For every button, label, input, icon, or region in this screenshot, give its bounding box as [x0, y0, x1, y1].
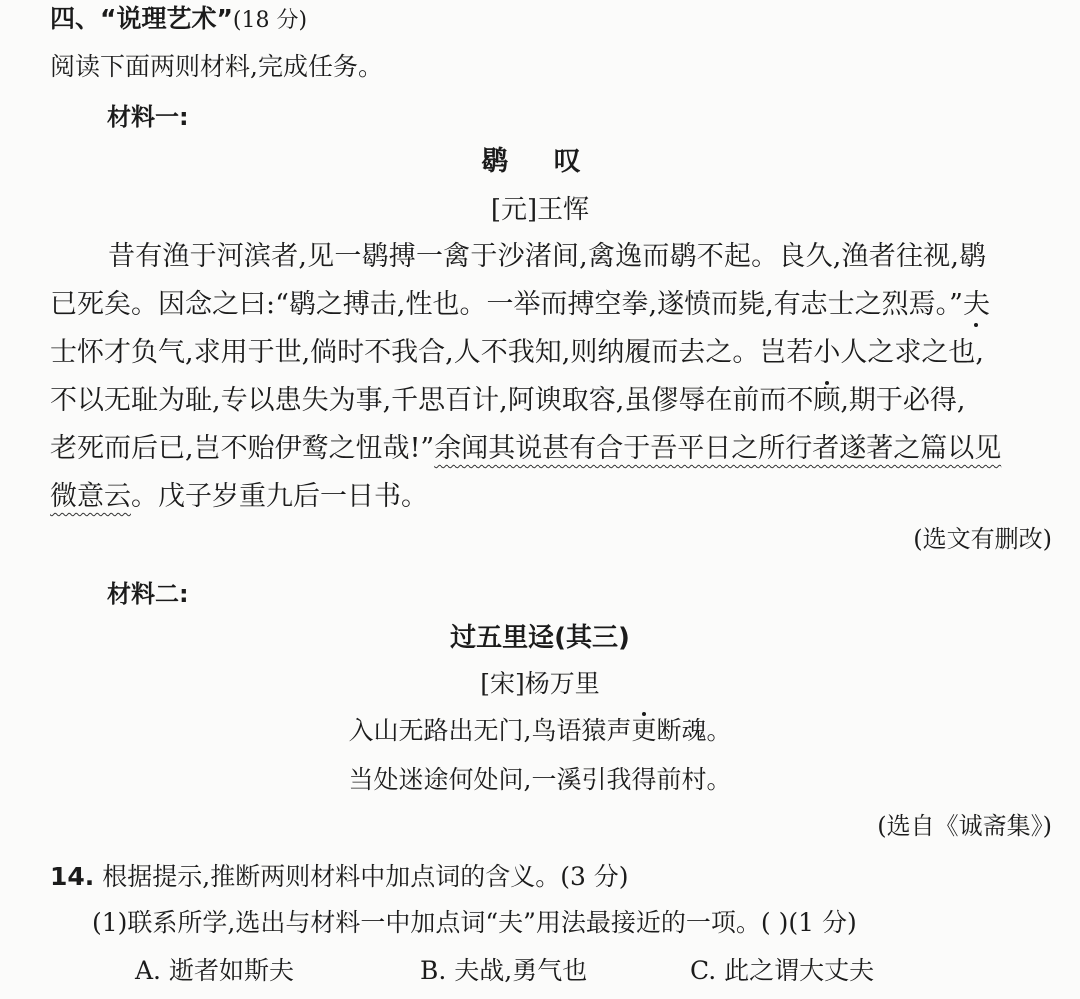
section-heading-score: (18 分)	[232, 8, 308, 33]
material1-line2-text: 已死矣。因念之曰:“鹖之搏击,性也。一举而搏空拳,遂愤而毙,有志士之烈焉。”	[50, 289, 963, 320]
poem-line-1	[0, 714, 1080, 748]
dotted-word-geng: 更	[631, 716, 657, 745]
material1-source: (选文有删改)	[913, 525, 1052, 553]
material2-title: 过五里迳(其三)	[450, 623, 630, 653]
material1-paragraph-line-6	[50, 480, 428, 514]
section-heading	[50, 2, 307, 38]
poem-line-1-b: 断魂。	[656, 716, 732, 745]
instruction-text: 阅读下面两则材料,完成任务。	[50, 52, 383, 81]
material1-line4-text: 不以无耻为耻,专以患失为事,千思百计,阿谀取容,虽僇辱在前而不	[50, 385, 814, 416]
material1-line5-text: 老死而后已,岂不贻伊鹜之忸哉!”	[50, 433, 435, 464]
material1-line4-tail: ,期于必得,	[840, 385, 966, 416]
question-stem: 根据提示,推断两则材料中加点词的含义。(3 分)	[102, 862, 629, 891]
section-heading-title: “说理艺术”	[100, 4, 233, 33]
section-heading-prefix: 四、	[50, 4, 101, 33]
dotted-word-fu: 夫	[962, 289, 990, 320]
material1-paragraph-line-1: 昔有渔于河滨者,见一鹖搏一禽于沙渚间,禽逸而鹖不起。良久,渔者往视,鹖	[108, 241, 987, 272]
question-14	[50, 860, 629, 894]
material2-author: [宋]杨万里	[480, 669, 600, 698]
wavy-underlined-sentence-b: 微意云	[50, 481, 131, 512]
question-number: 14.	[50, 862, 95, 891]
option-a[interactable]: A. 逝者如斯夫	[135, 956, 294, 985]
material1-paragraph-line-2	[50, 288, 990, 322]
option-b[interactable]: B. 夫战,勇气也	[420, 956, 588, 985]
material2-label: 材料二:	[107, 580, 189, 608]
material1-paragraph-line-4	[50, 384, 966, 418]
material1-line6-rest: 。戊子岁重九后一日书。	[131, 481, 428, 512]
question-14-sub-1: (1)联系所学,选出与材料一中加点词“夫”用法最接近的一项。( )(1 分)	[92, 908, 857, 937]
material1-paragraph-line-3: 士怀才负气,求用于世,倘时不我合,人不我知,则纳履而去之。岂若小人之求之也,	[50, 337, 984, 368]
material2-source: (选自《诚斋集》)	[877, 812, 1052, 840]
material1-label: 材料一:	[107, 103, 189, 131]
poem-line-2: 当处迷途何处问,一溪引我得前村。	[348, 765, 732, 794]
option-c[interactable]: C. 此之谓大丈夫	[690, 956, 875, 985]
material1-title: 鹖 叹	[481, 146, 599, 177]
material1-author: [元]王恽	[490, 195, 590, 225]
poem-line-1-a: 入山无路出无门,鸟语猿声	[348, 716, 632, 745]
material1-paragraph-line-5	[50, 432, 1001, 466]
dotted-word-gu: 顾	[813, 385, 841, 416]
wavy-underlined-sentence-a: 余闻其说甚有合于吾平日之所行者遂著之篇以见	[434, 433, 1002, 464]
